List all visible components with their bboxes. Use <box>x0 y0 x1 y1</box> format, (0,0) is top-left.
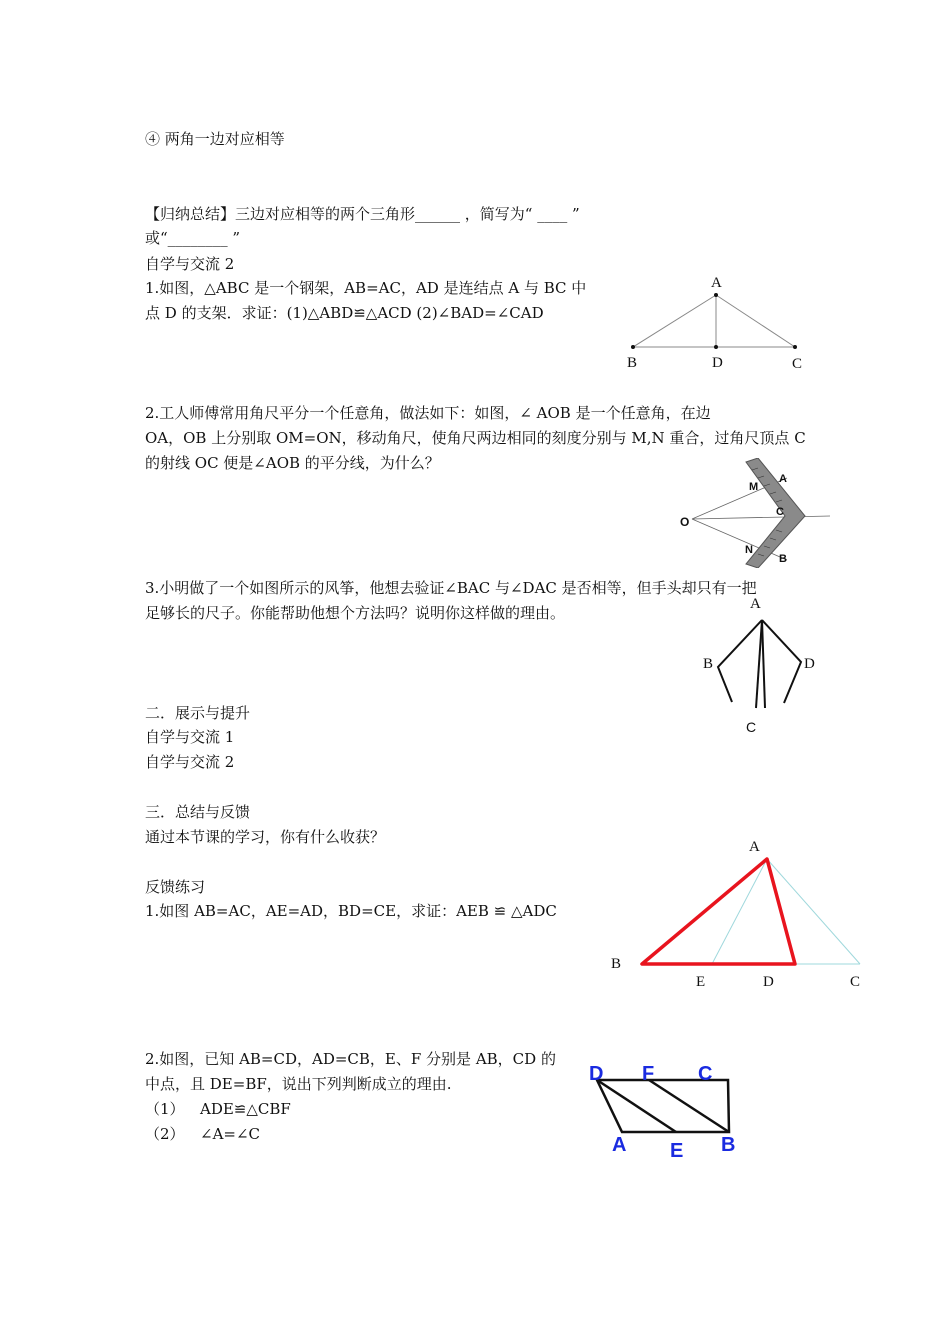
point-a <box>714 293 718 297</box>
q3-line-2: 足够长的尺子。你能帮助他想个方法吗？说明你这样做的理由。 <box>145 604 566 622</box>
feedback-title: 反馈练习 <box>145 878 206 896</box>
kite-figure <box>695 590 825 740</box>
feedback-q2-item-1-num: （1） <box>145 1100 185 1118</box>
point-c <box>793 345 797 349</box>
section-2-title: 二．展示与提升 <box>145 704 251 722</box>
label-c: C <box>850 974 861 990</box>
label-c: C <box>698 1063 713 1085</box>
section-3-title: 三．总结与反馈 <box>145 803 251 821</box>
segment-fb <box>649 1080 729 1132</box>
label-b: B <box>627 355 638 371</box>
label-b: B <box>721 1134 736 1156</box>
ray-oc <box>692 516 830 519</box>
feedback-q1: 1.如图 AB=AC，AE=AD，BD=CE，求证：AEB ≌ △ADC <box>145 902 557 920</box>
label-b: B <box>779 553 787 565</box>
q1-line-1: 1.如图，△ABC 是一个钢架，AB=AC，AD 是连结点 A 与 BC 中 <box>145 279 587 297</box>
label-d: D <box>589 1063 604 1085</box>
label-e: E <box>696 974 706 990</box>
point-d <box>714 345 718 349</box>
parallelogram-figure <box>580 1060 760 1165</box>
label-c: C <box>776 506 784 518</box>
label-n: N <box>745 544 753 556</box>
item-4: ④ 两角一边对应相等 <box>145 130 285 148</box>
label-c: C <box>792 356 803 372</box>
kite-spine-right <box>762 620 765 708</box>
kite-outline-right <box>762 620 801 703</box>
feedback-q2-item-2: ∠A=∠C <box>200 1125 261 1143</box>
q3-line-1: 3.小明做了一个如图所示的风筝，他想去验证∠BAC 与∠DAC 是否相等，但手头却只有一把 <box>145 579 757 597</box>
label-a: A <box>779 473 787 485</box>
kite-spine-left <box>756 620 762 708</box>
label-a: A <box>711 275 722 291</box>
label-a: A <box>749 839 760 855</box>
red-triangle-figure <box>605 835 875 995</box>
label-d: D <box>763 974 774 990</box>
side-ac <box>716 295 795 347</box>
feedback-q2-line-2: 中点，且 DE=BF，说出下列判断成立的理由. <box>145 1075 452 1093</box>
section-2-item-1: 自学与交流 1 <box>145 728 235 746</box>
feedback-q2-line-1: 2.如图，已知 AB=CD，AD=CB，E、F 分别是 AB，CD 的 <box>145 1050 556 1068</box>
summary-line-1: 【归纳总结】三边对应相等的两个三角形______ ，简写为“ ____ ” <box>145 205 580 223</box>
label-e: E <box>670 1140 684 1162</box>
side-ab <box>633 295 716 347</box>
label-c: C <box>746 719 757 735</box>
q2-line-3: 的射线 OC 便是∠AOB 的平分线，为什么？ <box>145 454 440 472</box>
label-o: O <box>680 515 690 529</box>
label-d: D <box>712 355 723 371</box>
label-a: A <box>612 1134 627 1156</box>
triangle-abd <box>642 859 795 964</box>
label-m: M <box>749 481 759 493</box>
steel-frame-figure <box>615 270 815 375</box>
q1-line-2: 点 D 的支架．求证：(1)△ABD≌△ACD (2)∠BAD=∠CAD <box>145 304 544 322</box>
section-2-item-2: 自学与交流 2 <box>145 753 235 771</box>
label-b: B <box>703 656 714 672</box>
segment-ae <box>712 859 767 964</box>
feedback-q2-item-2-num: （2） <box>145 1125 185 1143</box>
angle-square-figure <box>672 458 837 568</box>
label-a: A <box>750 596 761 612</box>
label-d: D <box>804 656 815 672</box>
feedback-q2-item-1: ADE≌△CBF <box>200 1100 291 1118</box>
q2-line-2: OA，OB 上分别取 OM=ON，移动角尺，使角尺两边相同的刻度分别与 M,N 重合，过角尺顶点 C <box>145 429 806 447</box>
label-f: F <box>642 1063 655 1085</box>
section-3-question: 通过本节课的学习，你有什么收获？ <box>145 828 386 846</box>
kite-outline <box>718 620 762 702</box>
self-study-2-heading: 自学与交流 2 <box>145 255 235 273</box>
point-b <box>631 345 635 349</box>
label-b: B <box>611 956 622 972</box>
q2-line-1: 2.工人师傅常用角尺平分一个任意角，做法如下：如图，∠ AOB 是一个任意角，在边 <box>145 404 711 422</box>
summary-line-2: 或“________ ” <box>145 229 241 247</box>
